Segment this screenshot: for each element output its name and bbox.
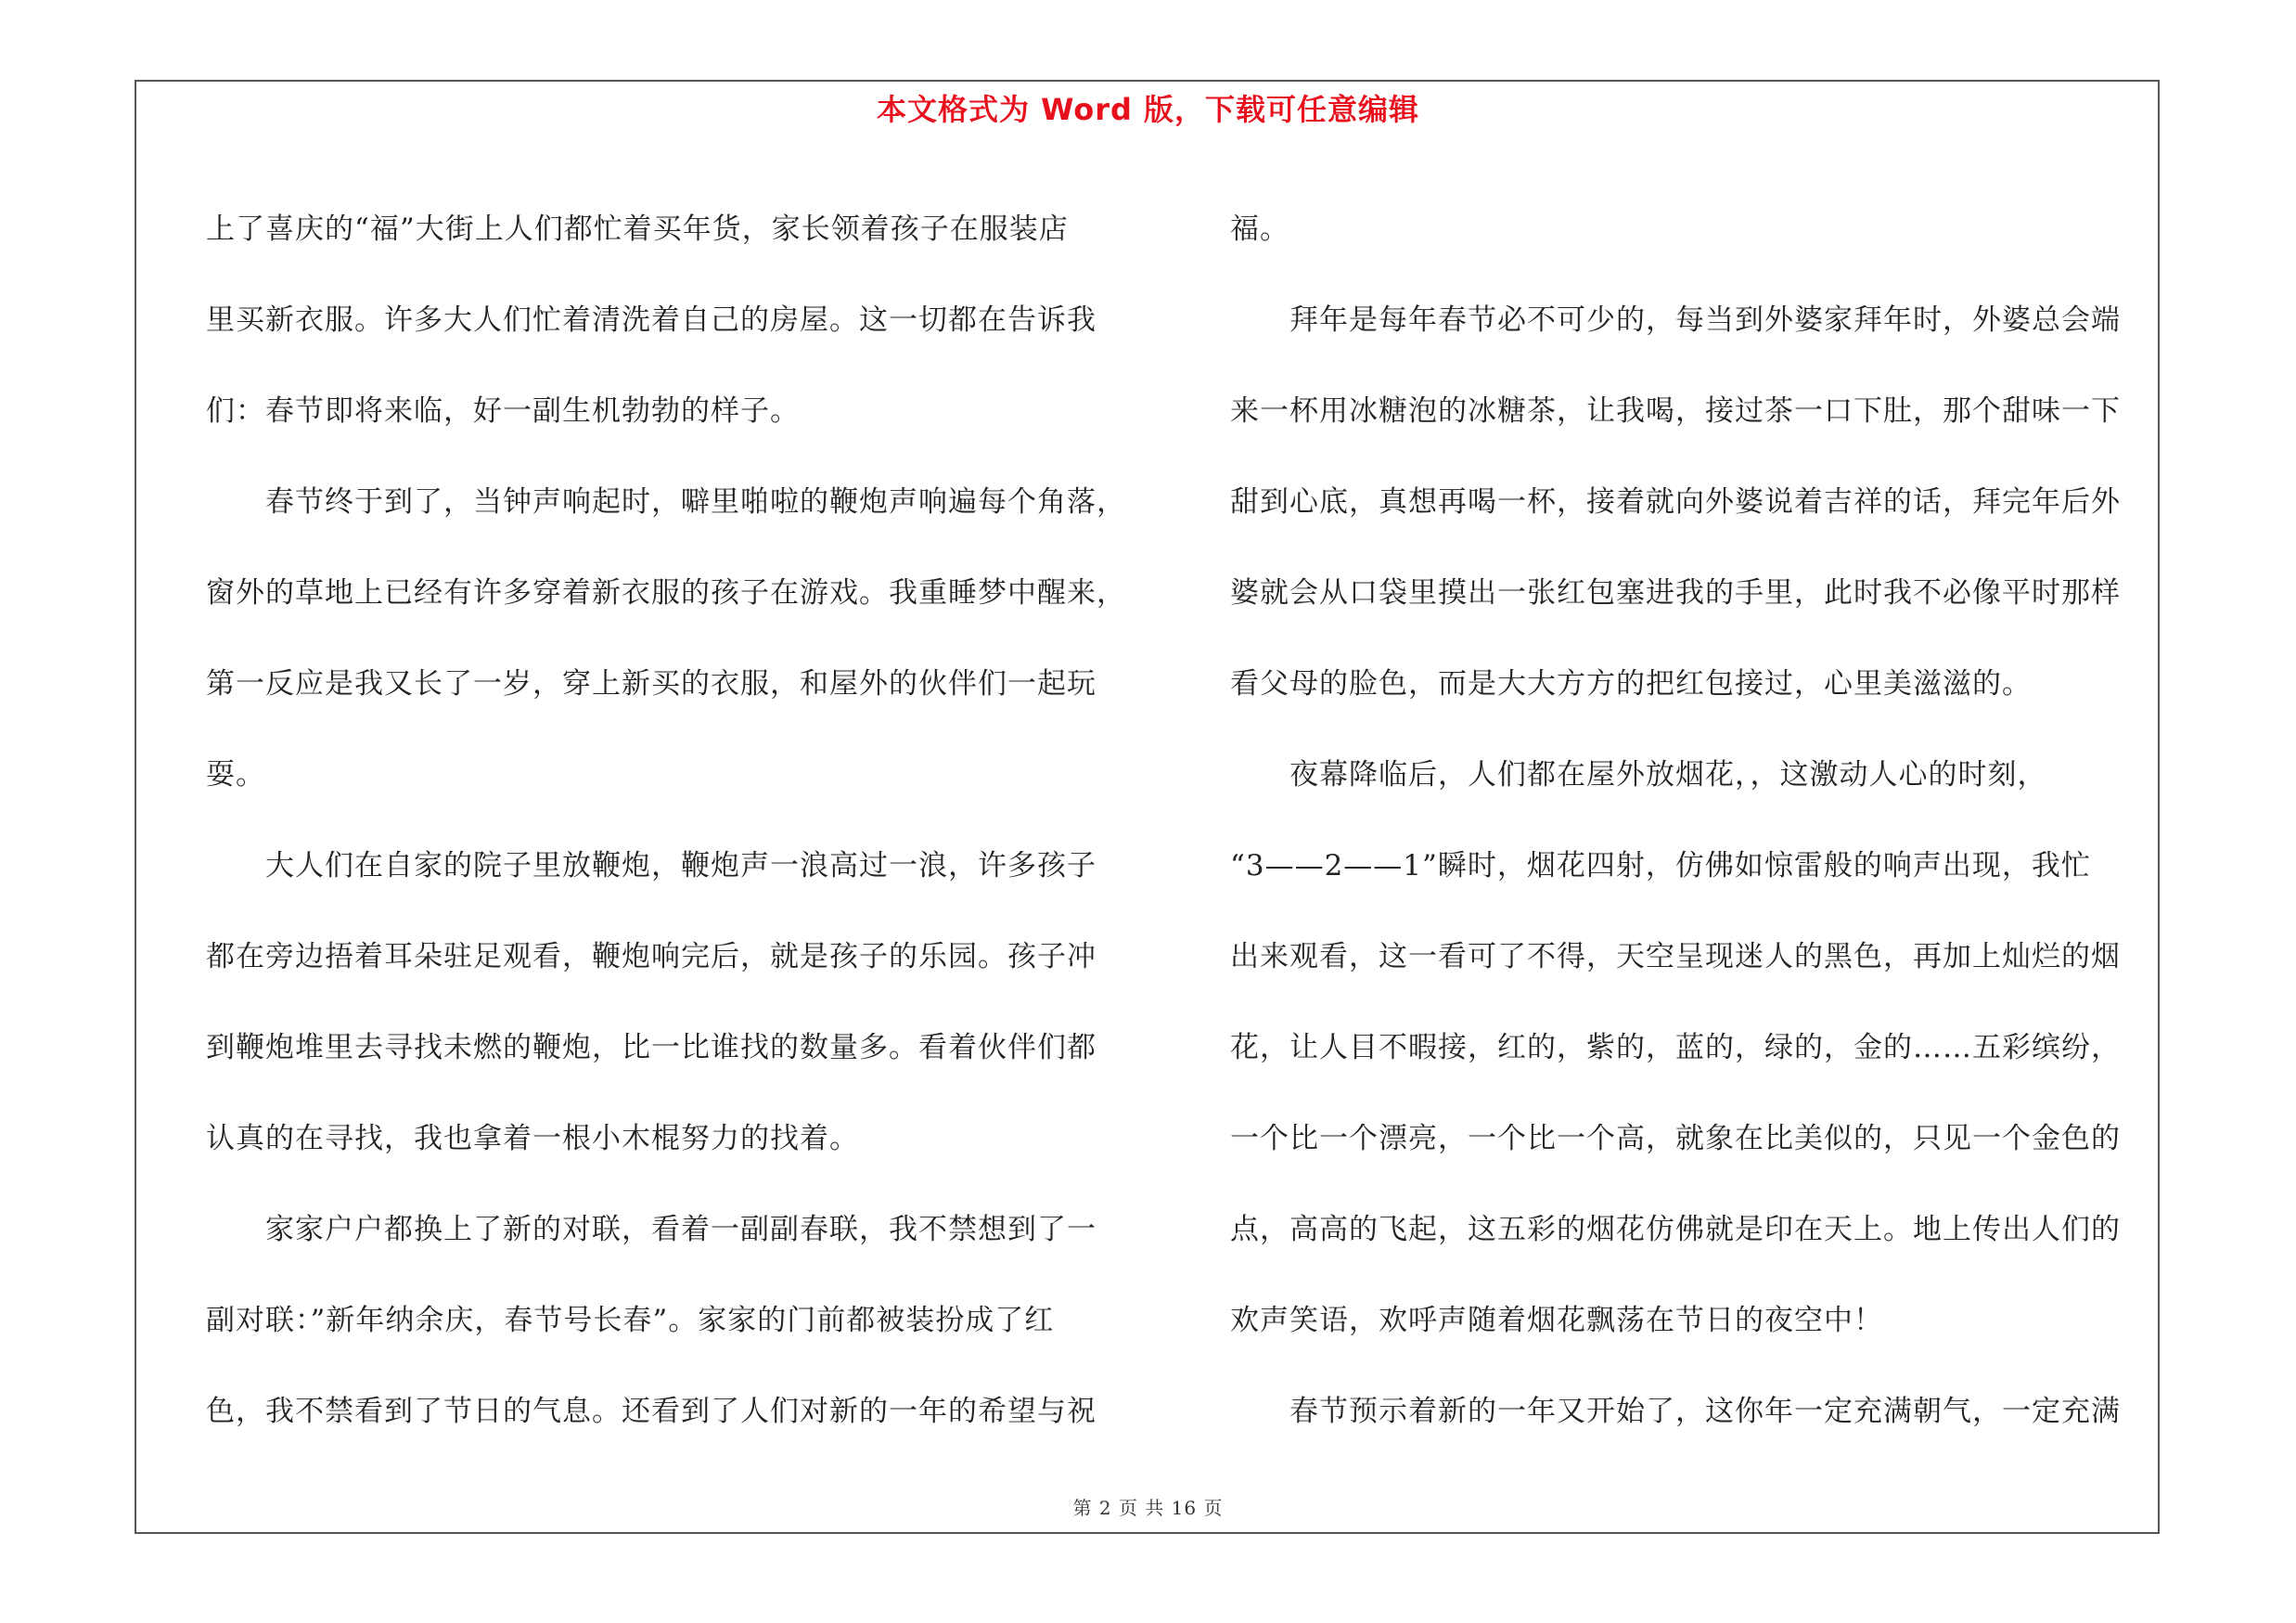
body-line: 拜年是每年春节必不可少的，每当到外婆家拜年时，外婆总会端 <box>1230 303 2121 337</box>
body-line: 来一杯用冰糖泡的冰糖茶，让我喝，接过茶一口下肚，那个甜味一下 <box>1230 394 2121 428</box>
body-line: 都在旁边捂着耳朵驻足观看，鞭炮响完后，就是孩子的乐园。孩子冲 <box>206 940 1097 973</box>
body-line: 上了喜庆的“福”大街上人们都忙着买年货，家长领着孩子在服装店 <box>206 213 1069 246</box>
body-line: 夜幕降临后，人们都在屋外放烟花，，这激动人心的时刻， <box>1230 758 2047 792</box>
body-line: 甜到心底，真想再喝一杯，接着就向外婆说着吉祥的话，拜完年后外 <box>1230 485 2121 519</box>
left-text-column <box>206 184 1143 1457</box>
body-line: 到鞭炮堆里去寻找未燃的鞭炮，比一比谁找的数量多。看着伙伴们都 <box>206 1031 1097 1064</box>
body-line: 家家户户都换上了新的对联，看着一副副春联，我不禁想到了一 <box>206 1213 1097 1246</box>
body-line: 窗外的草地上已经有许多穿着新衣服的孩子在游戏。我重睡梦中醒来， <box>206 576 1126 610</box>
body-line: 大人们在自家的院子里放鞭炮，鞭炮声一浪高过一浪，许多孩子 <box>206 849 1097 882</box>
body-line: 第一反应是我又长了一岁，穿上新买的衣服，和屋外的伙伴们一起玩 <box>206 667 1097 701</box>
body-line: 认真的在寻找，我也拿着一根小木棍努力的找着。 <box>206 1122 859 1155</box>
body-line: 看父母的脸色，而是大大方方的把红包接过，心里美滋滋的。 <box>1230 667 2032 701</box>
body-line: 里买新衣服。许多大人们忙着清洗着自己的房屋。这一切都在告诉我 <box>206 303 1097 337</box>
body-line: 出来观看，这一看可了不得，天空呈现迷人的黑色，再加上灿烂的烟 <box>1230 940 2121 973</box>
body-line: 副对联：”新年纳余庆，春节号长春”。家家的门前都被装扮成了红 <box>206 1304 1055 1337</box>
format-notice-banner: 本文格式为 Word 版，下载可任意编辑 <box>876 92 1420 127</box>
body-line: 点，高高的飞起，这五彩的烟花仿佛就是印在天上。地上传出人们的 <box>1230 1213 2121 1246</box>
body-line: 春节预示着新的一年又开始了，这你年一定充满朝气，一定充满 <box>1230 1395 2121 1428</box>
right-text-column <box>1230 184 2167 1457</box>
body-line: 欢声笑语，欢呼声随着烟花飘荡在节日的夜空中！ <box>1230 1304 1883 1337</box>
page-number-footer: 第 2 页 共 16 页 <box>1072 1497 1224 1519</box>
body-line: 福。 <box>1230 213 1289 246</box>
body-line: 耍。 <box>206 758 265 792</box>
body-line: 春节终于到了，当钟声响起时，噼里啪啦的鞭炮声响遍每个角落， <box>206 485 1126 519</box>
body-line: 色，我不禁看到了节日的气息。还看到了人们对新的一年的希望与祝 <box>206 1395 1097 1428</box>
body-line: 婆就会从口袋里摸出一张红包塞进我的手里，此时我不必像平时那样 <box>1230 576 2121 610</box>
body-line: 一个比一个漂亮，一个比一个高，就象在比美似的，只见一个金色的 <box>1230 1122 2121 1155</box>
body-line: “3——2——1”瞬时，烟花四射，仿佛如惊雷般的响声出现，我忙 <box>1230 849 2091 882</box>
body-line: 们：春节即将来临，好一副生机勃勃的样子。 <box>206 394 800 428</box>
body-line: 花，让人目不暇接，红的，紫的，蓝的，绿的，金的……五彩缤纷， <box>1230 1031 2121 1064</box>
